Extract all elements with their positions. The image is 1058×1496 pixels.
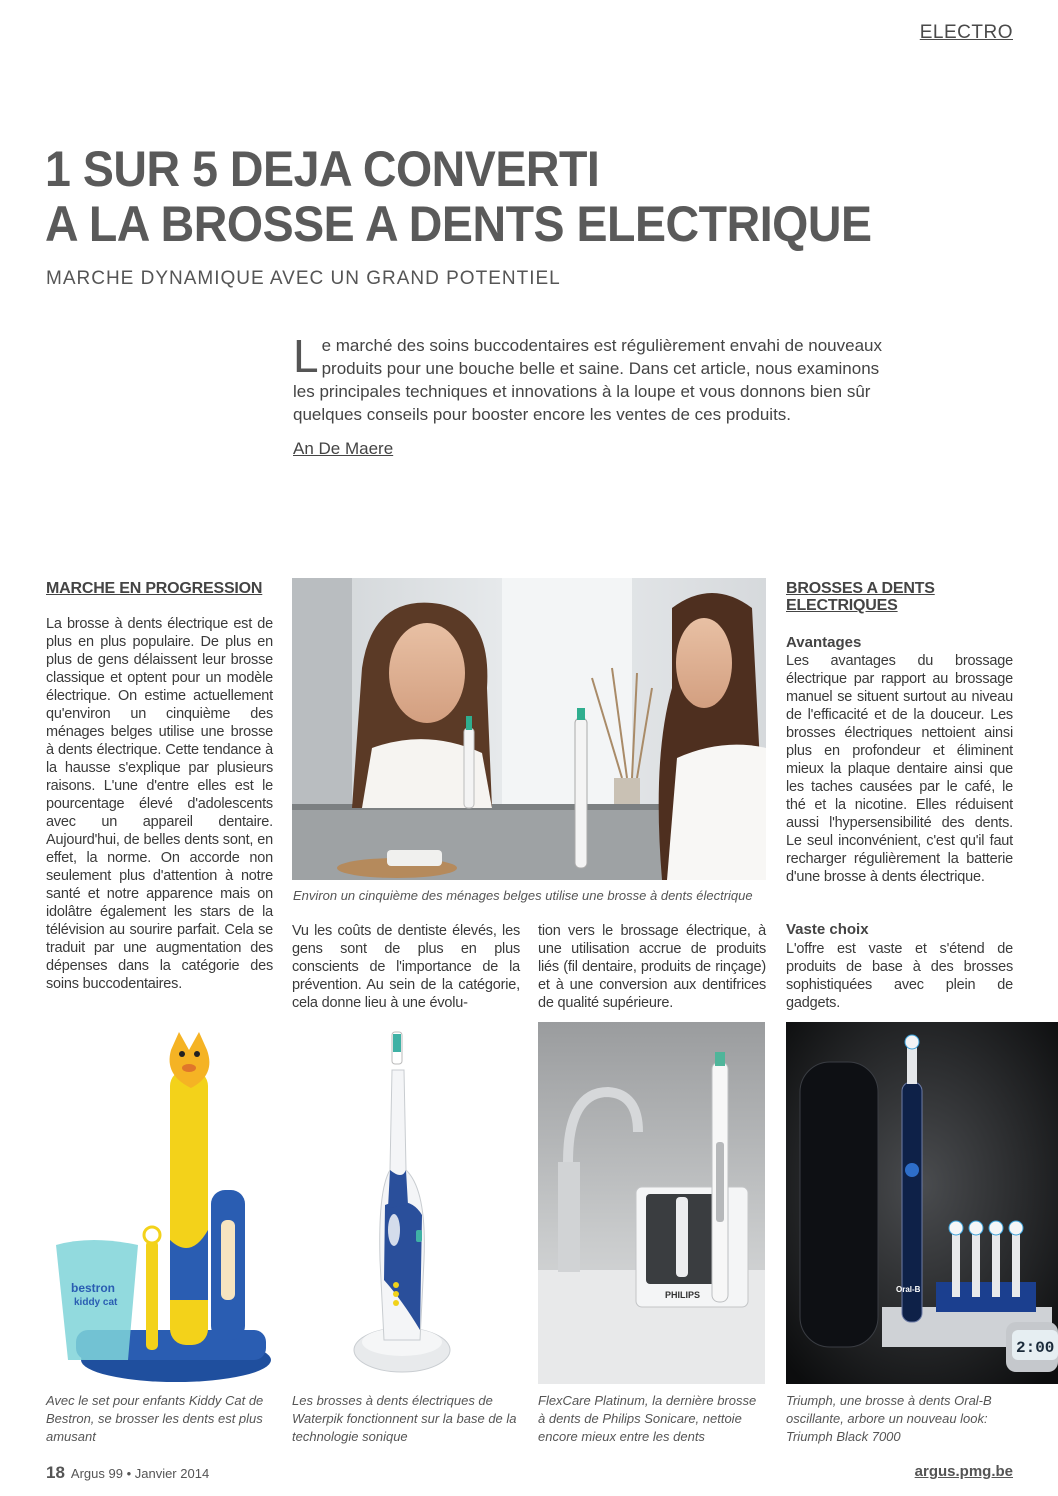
main-photo-woman-mirror — [292, 578, 766, 880]
bestron-cup-text: bestron — [71, 1281, 116, 1295]
product-photo-waterpik — [292, 1030, 518, 1386]
article-subtitle: MARCHE DYNAMIQUE AVEC UN GRAND POTENTIEL — [46, 268, 561, 289]
col4-subheading-choix: Vaste choix — [786, 921, 869, 938]
product-photo-kiddy-cat — [46, 1030, 272, 1386]
title-line-2: A LA BROSSE A DENTS ELECTRIQUE — [45, 196, 872, 252]
author-byline: An De Maere — [293, 439, 394, 458]
philips-label: PHILIPS — [665, 1290, 701, 1300]
product-photo-oralb-triumph — [786, 1022, 1058, 1384]
col4-text-avantages: Les avantages du brossage électrique par rapport au brossage manuel se situent surtout au niveau de l'efficacité et de la douceur. Les brosses électriques nettoient ainsi plus en profondeur et éliminent mieux la plaque dentaire ainsi que les taches causées par le café, le thé et la nicotine. Elles réduisent aussi l'hypersensibilité des dents. Le seul inconvénient, c'est qu'il faut recharger régulièrement la batterie d'une brosse à dents électrique. — [786, 653, 1013, 885]
page-number: 18 — [46, 1463, 65, 1482]
issue-info: Argus 99 • Janvier 2014 — [70, 1466, 210, 1481]
col4-text-choix: L'offre est vaste et s'étend de produits de base à des brosses sophistiquées avec plein de gadgets. — [786, 941, 1013, 1011]
footer-site-link[interactable]: argus.pmg.be — [914, 1463, 1013, 1480]
col2-text: Vu les coûts de dentiste élevés, les gens sont de plus en plus conscients de l'importance de la prévention. Au sein de la catégorie, cela donne lieu à une évolu- — [292, 923, 520, 1011]
main-photo-caption: Environ un cinquième des ménages belges utilise une brosse à dents électrique — [293, 888, 753, 903]
oralb-label: Oral-B — [896, 1285, 921, 1294]
col1-heading: MARCHE EN PROGRESSION — [46, 580, 263, 597]
kiddy-cup-text: kiddy cat — [74, 1297, 118, 1308]
product-photo-philips-flexcare — [538, 1022, 765, 1384]
title-line-1: 1 SUR 5 DEJA CONVERTI — [45, 141, 600, 197]
intro-paragraph — [293, 330, 883, 426]
col4-subheading-avantages: Avantages — [786, 634, 862, 651]
footer-issue — [46, 1463, 209, 1483]
caption-kiddy-cat: Avec le set pour enfants Kiddy Cat de Bestron, se brosser les dents est plus amusant — [46, 1393, 264, 1444]
article-title — [45, 142, 882, 252]
caption-philips: FlexCare Platinum, la dernière brosse à dents de Philips Sonicare, nettoie encore mieux entre les dents — [538, 1393, 757, 1444]
intro-text: e marché des soins buccodentaires est régulièrement envahi de nouveaux produits pour une bouche belle et saine. Dans cet article, nous examinons les principales techniques et innovations à la loupe et vous donnons bien sûr quelques conseils pour booster encore les ventes de ces produits. — [293, 336, 882, 424]
col3-text: tion vers le brossage électrique, à une utilisation accrue de produits liés (fil dentaire, produits de rinçage) et à une conversion aux dentifrices de qualité supérieure. — [538, 923, 766, 1011]
oralb-clock-display: 2:00 — [1016, 1339, 1055, 1357]
drop-cap: L — [293, 330, 319, 382]
col4-heading: BROSSES A DENTS ELECTRIQUES — [786, 580, 935, 614]
col1-text: La brosse à dents électrique est de plus en plus populaire. De plus en plus de gens délaissent leur brosse classique et optent pour un modèle électrique. On estime actuellement qu'environ un cinquième des ménages belges utilise une brosse à dents électrique. Cette tendance à la hausse s'explique par plusieurs raisons. L'une d'entre elles est le pourcentage élevé d'adolescents avec un appareil dentaire. Aujourd'hui, de belles dents sont, en effet, la norme. On accorde non seulement plus d'attention à notre santé et notre apparence mais on idolâtre également les stars de la télévision au sourire parfait. Cela se traduit par une augmentation des dépenses dans la catégorie des soins buccodentaires. — [46, 616, 273, 992]
caption-oralb: Triumph, une brosse à dents Oral-B oscillante, arbore un nouveau look: Triumph Black 7000 — [786, 1393, 992, 1444]
caption-waterpik: Les brosses à dents électriques de Waterpik fonctionnent sur la base de la technologie sonique — [292, 1393, 517, 1444]
section-tag: ELECTRO — [919, 22, 1013, 43]
